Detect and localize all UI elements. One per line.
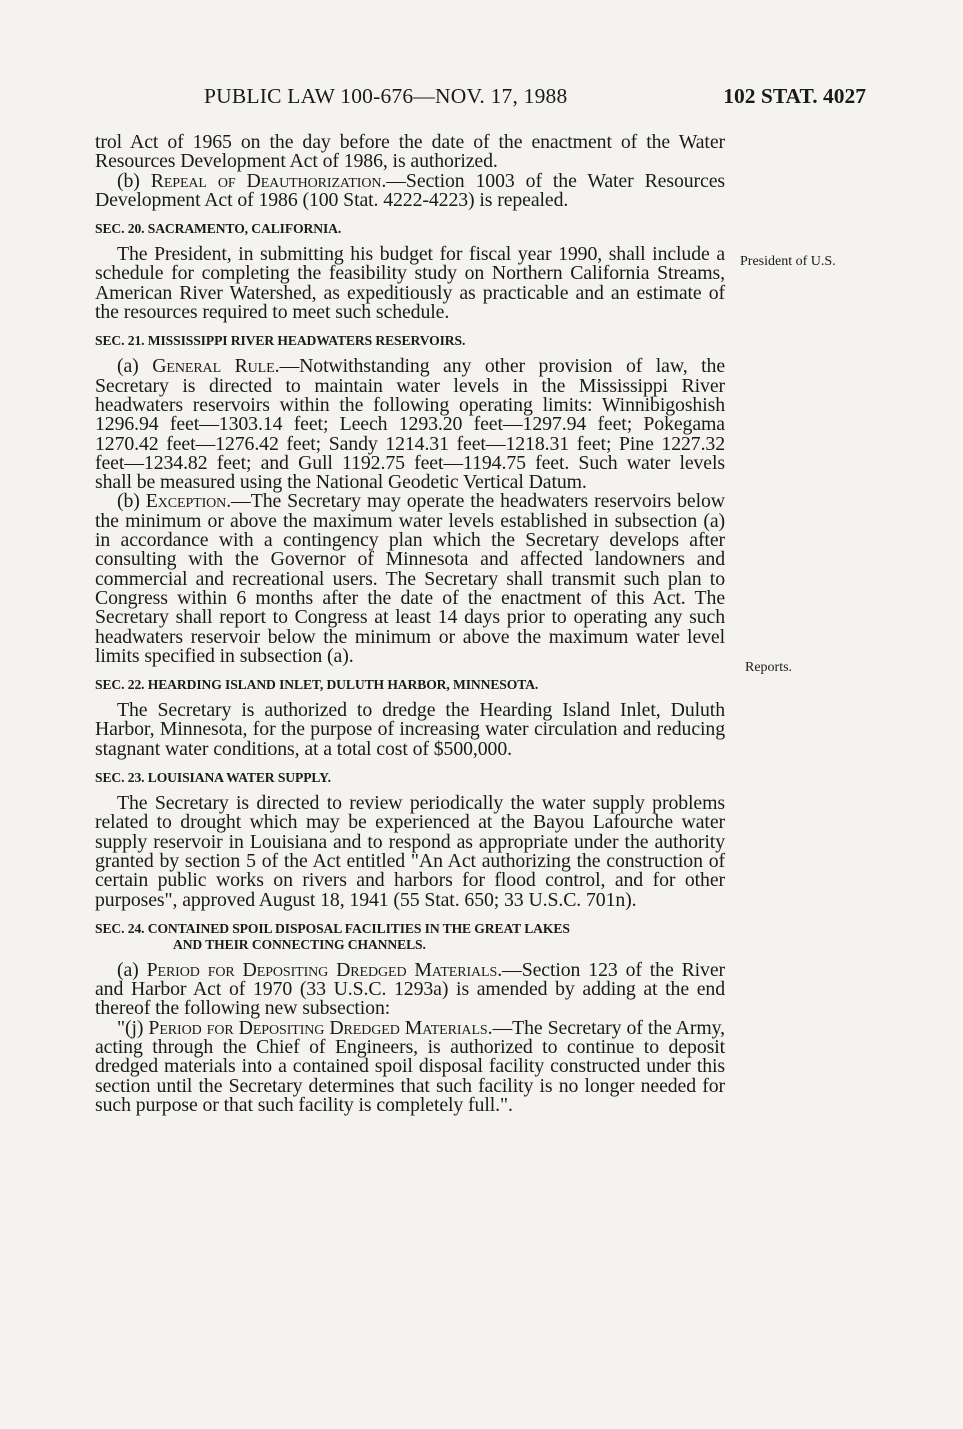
sec24j-text: .—The Secretary of the Army, acting through the Chief of Engineers, is authorized to continue to deposit dredged materials into a contained spoil disposal facility constructed under this section until the Secretary determines that such facility is no longer needed for such purpose or that such facility is completely full.". bbox=[95, 1016, 725, 1116]
sec21b-paragraph bbox=[95, 492, 725, 666]
header-title: PUBLIC LAW 100-676—NOV. 17, 1988 bbox=[204, 84, 568, 108]
sec20-paragraph: The President, in submitting his budget for fiscal year 1990, shall include a schedule for completing the feasibility study on Northern California Streams, American River Watershed, as expeditiously as practicable and an estimate of the resources required to meet such schedule. bbox=[95, 243, 725, 324]
sec21b-text: .—The Secretary may operate the headwaters reservoirs below the minimum or above the maximum water levels established in subsection (a) in accordance with a contingency plan which the Secretary develops after consulting with the Governor of Minnesota and affected landowners and commercial and recreational users. The Secretary shall transmit such plan to Congress within 6 months after the date of the enactment of this Act. The Secretary shall report to Congress at least 14 days prior to operating any such headwaters reservoir below the minimum or above the maximum water level limits specified in subsection (a). bbox=[95, 490, 725, 667]
sec24a-text: .—Section 123 of the River and Harbor Act of 1970 (33 U.S.C. 1293a) is amended by adding at the end thereof the following new subsection: bbox=[95, 958, 726, 1020]
sec24-heading-line2: AND THEIR CONNECTING CHANNELS. bbox=[173, 936, 426, 952]
repeal-label: (b) bbox=[117, 169, 151, 192]
repeal-text: .—Section 1003 of the Water Resources Development Act of 1986 (100 Stat. 4222-4223) is repealed. bbox=[95, 169, 725, 211]
body-text bbox=[95, 133, 725, 1115]
repeal-paragraph bbox=[95, 169, 725, 211]
sec21a-heading: General Rule bbox=[152, 355, 275, 378]
sec24-heading bbox=[95, 921, 725, 953]
sec24j-paragraph bbox=[95, 1016, 725, 1116]
sec24a-paragraph bbox=[95, 958, 726, 1020]
repeal-heading: Repeal of Deauthorization bbox=[150, 169, 382, 192]
statute-page-number: 102 STAT. 4027 bbox=[723, 84, 866, 108]
sec23-paragraph: The Secretary is directed to review periodically the water supply problems related to drought which may be experienced at the Bayou Lafourche water supply reservoir in Louisiana and to respond as appropriate under the authority granted by section 5 of the Act entitled "An Act authorizing the construction of certain public works on rivers and harbors for flood control, and for other purposes", approved August 18, 1941 (55 Stat. 650; 33 U.S.C. 701n). bbox=[95, 792, 725, 911]
sec20-heading: SEC. 20. SACRAMENTO, CALIFORNIA. bbox=[95, 221, 342, 237]
sec24j-label: "(j) bbox=[117, 1016, 149, 1039]
sec21a-text: .—Notwithstanding any other provision of law, the Secretary is directed to maintain water levels in the Mississippi River headwaters reservoirs within the following operating limits: Winnibigoshish 1296.94 feet—1303.14 feet; Leech 1293.20 feet—1297.94 feet; Pokegama 1270.42 feet—1276.42 feet; Sandy 1214.31 feet—1218.31 feet; Pine 1227.32 feet—1234.82 feet; and Gull 1192.75 feet—1194.75 feet. Such water levels shall be measured using the National Geodetic Vertical Datum. bbox=[95, 355, 726, 494]
page-header bbox=[96, 84, 866, 114]
sec21b-label: (b) bbox=[117, 490, 146, 513]
sec21a-label: (a) bbox=[117, 355, 153, 378]
sec24a-label: (a) bbox=[117, 958, 147, 981]
sec21b-heading: Exception bbox=[145, 490, 227, 513]
continuation-paragraph: trol Act of 1965 on the day before the date of the enactment of the Water Resources Development Act of 1986, is authorized. bbox=[95, 131, 725, 173]
sec24j-heading: Period for Depositing Dredged Materials bbox=[148, 1016, 488, 1039]
sec22-heading: SEC. 22. HEARDING ISLAND INLET, DULUTH HARBOR, MINNESOTA. bbox=[95, 677, 539, 693]
sec24-heading-line1: SEC. 24. CONTAINED SPOIL DISPOSAL FACILITIES IN THE GREAT LAKES bbox=[95, 920, 570, 936]
sec21-heading: SEC. 21. MISSISSIPPI RIVER HEADWATERS RESERVOIRS. bbox=[95, 333, 466, 349]
margin-note-president: President of U.S. bbox=[740, 254, 836, 269]
sec23-heading: SEC. 23. LOUISIANA WATER SUPPLY. bbox=[95, 770, 331, 786]
sec24a-heading: Period for Depositing Dredged Materials bbox=[146, 958, 498, 981]
margin-note-reports: Reports. bbox=[745, 660, 793, 675]
sec22-paragraph: The Secretary is authorized to dredge the Hearding Island Inlet, Duluth Harbor, Minnesota, for the purpose of increasing water circulation and reducing stagnant water conditions, at a total cost of $500,000. bbox=[95, 699, 725, 760]
sec21a-paragraph bbox=[95, 357, 725, 492]
